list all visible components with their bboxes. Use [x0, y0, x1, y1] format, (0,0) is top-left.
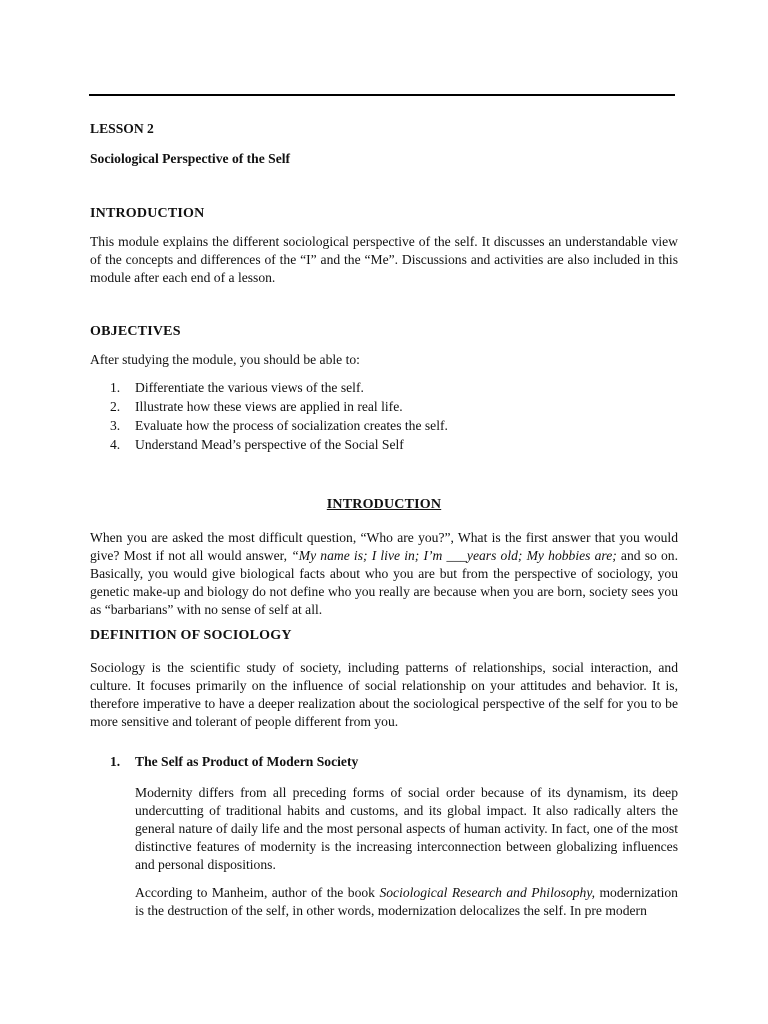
para2-text-2: modernization is the destruction of the self, in other words, modernization delocalizes the self. In pre modern: [135, 885, 678, 918]
intro-heading: INTRODUCTION: [90, 206, 205, 221]
intro2-heading: INTRODUCTION: [326, 497, 442, 512]
objective-number: 2.: [110, 399, 121, 414]
objective-item: [110, 417, 670, 435]
intro2-text-1: When you are asked the most difficult question, “Who are you?”, What is the first answer that you would give? Most if not all would answer,: [90, 530, 678, 563]
definition-heading: DEFINITION OF SOCIOLOGY: [90, 628, 292, 643]
objectives-lead: After studying the module, you should be able to:: [90, 352, 360, 367]
objective-number: 1.: [110, 380, 121, 395]
lesson-title: Sociological Perspective of the Self: [90, 151, 291, 166]
intro2-paragraph: [90, 529, 678, 619]
intro-paragraph: This module explains the different sociological perspective of the self. It discusses an understandable view of the concepts and differences of the “I” and the “Me”. Discussions and activities are also included in this module after each end of a lesson.: [90, 234, 678, 285]
objective-item: [110, 379, 670, 397]
objective-number: 3.: [110, 418, 121, 433]
para2-text-1: According to Manheim, author of the book: [135, 885, 380, 900]
objectives-heading: OBJECTIVES: [90, 324, 181, 339]
lesson-label: LESSON 2: [90, 121, 154, 136]
book-title: Sociological Research and Philosophy,: [379, 885, 596, 900]
section-1-paragraph-2: [135, 884, 678, 920]
intro2-italic: “My name is; I live in; I’m ___years old; My hobbies are;: [291, 548, 617, 563]
section-1-paragraph-1: Modernity differs from all preceding forms of social order because of its dynamism, its deep undercutting of traditional habits and customs, and its global impact. It also radically alters the general nature of daily life and the most personal aspects of human activity. In fact, one of the most distinctive features of modernity is the increasing interconnection between globalizing influences and personal dispositions.: [135, 785, 678, 872]
section-1-number: 1.: [110, 754, 121, 769]
section-1-heading: [110, 753, 670, 771]
objective-text: Understand Mead’s perspective of the Social Self: [135, 437, 404, 452]
intro2-text-2: and so on. Basically, you would give biological facts about who you are but from the perspective of sociology, you genetic make-up and biology do not define who you really are because when you are born, society sees you as “barbarians” with no sense of self at all.: [90, 548, 678, 617]
objective-item: [110, 398, 670, 416]
objective-text: Evaluate how the process of socialization creates the self.: [135, 418, 448, 433]
objective-item: [110, 436, 670, 454]
header-rule: [89, 94, 675, 96]
objective-text: Differentiate the various views of the self.: [135, 380, 364, 395]
objective-number: 4.: [110, 437, 121, 452]
definition-paragraph: Sociology is the scientific study of society, including patterns of relationships, social interaction, and culture. It focuses primarily on the influence of social relationship on your attitudes and behavior. It is, therefore imperative to have a deeper realization about the sociological perspective of the self for you to be more sensitive and tolerant of people different from you.: [90, 660, 678, 729]
objective-text: Illustrate how these views are applied in real life.: [135, 399, 403, 414]
section-1-title: The Self as Product of Modern Society: [135, 754, 359, 769]
